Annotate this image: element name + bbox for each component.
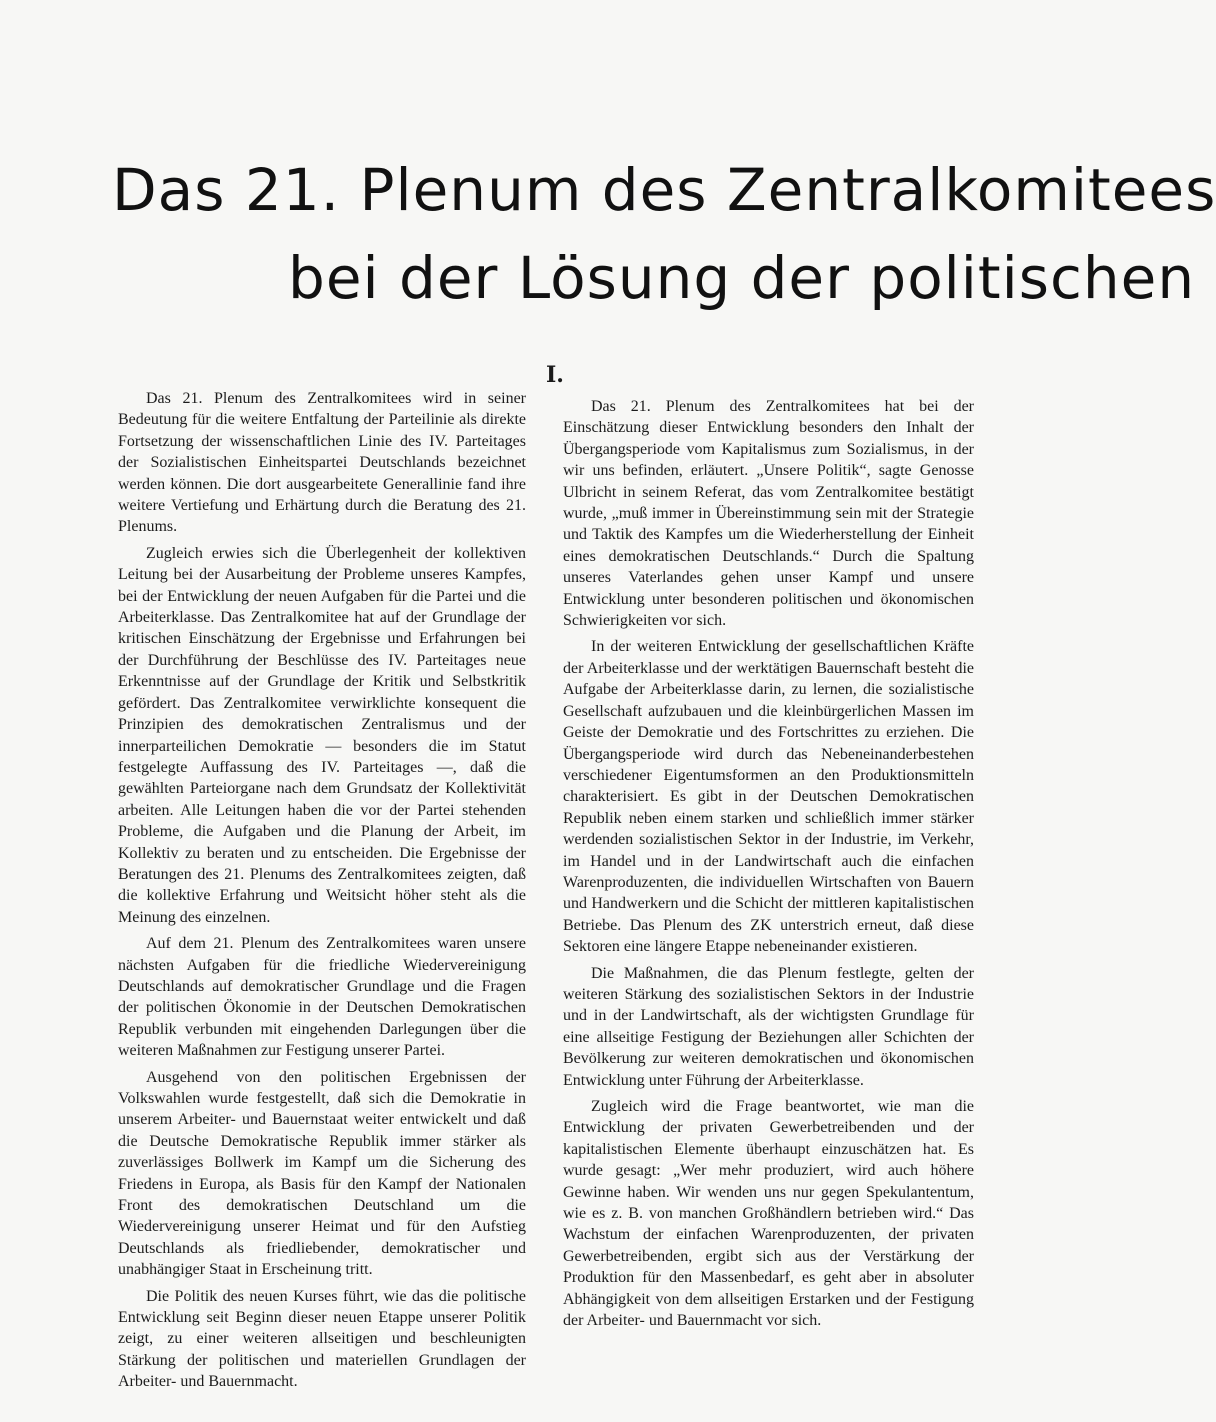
paragraph: Das 21. Plenum des Zentralkomitees hat bei der Einschätzung dieser Entwicklung besonders den Inhalt der Übergangsperiode vom Kapitalismus zum Sozialismus, in der wir uns befinden, erläutert. „Unsere Politik“, sagte Genosse Ulbricht in seinem Referat, das vom Zentralkomitee bestätigt wurde, „muß immer in Übereinstimmung sein mit der Strategie und Taktik des Kampfes um die Wiederherstellung der Einheit eines demokratischen Deutschlands.“ Durch die Spaltung unseres Vaterlandes gehen unser Kampf und unsere Entwicklung unter besonderen politischen und ökonomischen Schwierigkeiten vor sich.: [563, 398, 974, 630]
paragraph: Zugleich erwies sich die Überlegenheit der kollektiven Leitung bei der Ausarbeitung der Probleme unseres Kampfes, bei der Entwicklung der neuen Aufgaben für die Partei und die Arbeiterklasse. Das Zentralkomitee hat auf der Grundlage der kritischen Einschätzung der Ergebnisse und Erfahrungen bei der Durchführung der Beschlüsse des IV. Parteitages neue Erkenntnisse auf der Grundlage der Kritik und Selbstkritik gefördert. Das Zentralkomitee verwirklichte konsequent die Prinzipien des demokratischen Zentralismus und der innerparteilichen Demokratie — besonders die im Statut festgelegte Auffassung des IV. Parteitages —, daß die gewählten Parteiorgane nach dem Grundsatz der Kollektivität arbeiten. Alle Leitungen haben die vor der Partei stehenden Probleme, die Aufgaben und die Planung der Arbeit, im Kollektiv zu beraten und zu entscheiden. Die Ergebnisse der Beratungen des 21. Plenums des Zentralkomitees zeigten, daß die kollektive Erfahrung und Weitsicht höher steht als die Meinung des einzelnen.: [118, 544, 526, 926]
title-line-1: Das 21. Plenum des Zentralkomitees: [112, 156, 1216, 224]
paragraph: Die Maßnahmen, die das Plenum festlegte, gelten der weiteren Stärkung des sozialistischen Sektors in der Industrie und in der Landwirtschaft, als der wichtigsten Grundlage für eine allseitige Festigung der Beziehungen aller Schichten der Bevölkerung zur weiteren demokratischen und ökonomischen Entwicklung unter Führung der Arbeiterklasse.: [563, 964, 974, 1089]
title-line-2: bei der Lösung der politischen: [288, 244, 1196, 312]
paragraph: In der weiteren Entwicklung der gesellschaftlichen Kräfte der Arbeiterklasse und der werktätigen Bauernschaft besteht die Aufgabe der Arbeiterklasse darin, zu lernen, die sozialistische Gesellschaft aufzubauen und die kleinbürgerlichen Massen im Geiste der Demokratie und des Fortschrittes zu erziehen. Die Übergangsperiode wird durch das Nebeneinanderbestehen verschiedener Eigentumsformen an den Produktionsmitteln charakterisiert. Es gibt in der Deutschen Demokratischen Republik neben einem starken und schließlich immer stärker werdenden sozialistischen Sektor in der Industrie, im Verkehr, im Handel und in der Landwirtschaft auch die einfachen Warenproduzenten, die individuellen Wirtschaften von Bauern und Handwerkern und die Schicht der mittleren kapitalistischen Betriebe. Das Plenum des ZK unterstrich erneut, daß diese Sektoren eine längere Etappe nebeneinander existieren.: [563, 638, 974, 956]
section-number: I.: [546, 362, 564, 388]
paragraph: Das 21. Plenum des Zentralkomitees wird in seiner Bedeutung für die weitere Entfaltung der Parteilinie als direkte Fortsetzung der wissenschaftlichen Linie des IV. Parteitages der Sozialistischen Einheitspartei Deutschlands bezeichnet werden können. Die dort ausgearbeitete Generallinie fand ihre weitere Vertiefung und Erhärtung durch die Beratung des 21. Plenums.: [118, 390, 526, 536]
paragraph: Die Politik des neuen Kurses führt, wie das die politische Entwicklung seit Beginn dieser neuen Etappe unserer Politik zeigt, zu einer weiteren allseitigen und beschleunigten Stärkung der politischen und materiellen Grundlagen der Arbeiter- und Bauernmacht.: [118, 1287, 526, 1391]
paragraph: Ausgehend von den politischen Ergebnissen der Volkswahlen wurde festgestellt, daß sich die Demokratie in unserem Arbeiter- und Bauernstaat weiter entwickelt und daß die Deutsche Demokratische Republik immer stärker als zuverlässiges Bollwerk im Kampf um die Sicherung des Friedens in Europa, als Basis für den Kampf der Nationalen Front des demokratischen Deutschland um die Wiedervereinigung unserer Heimat und für den Aufstieg Deutschlands als friedliebender, demokratischer und unabhängiger Staat in Erscheinung tritt.: [118, 1068, 526, 1279]
paragraph: Auf dem 21. Plenum des Zentralkomitees waren unsere nächsten Aufgaben für die friedliche Wiedervereinigung Deutschlands auf demokratischer Grundlage und die Fragen der politischen Ökonomie in der Deutschen Demokratischen Republik verbunden mit eingehenden Darlegungen über die weiteren Maßnahmen zur Festigung unserer Partei.: [118, 935, 526, 1060]
left-column: [118, 388, 526, 1398]
paragraph: Zugleich wird die Frage beantwortet, wie man die Entwicklung der privaten Gewerbetreibenden und der kapitalistischen Elemente überhaupt einzuschätzen hat. Es wurde gesagt: „Wer mehr produziert, wird auch höhere Gewinne haben. Wir wenden uns nur gegen Spekulantentum, wie es z. B. von manchen Großhändlern betrieben wird.“ Das Wachstum der einfachen Warenproduzenten, der privaten Gewerbetreibenden, ergibt sich aus der Verstärkung der Produktion für den Massenbedarf, es geht aber in absoluter Abhängigkeit von dem allseitigen Erstarken und der Festigung der Arbeiter- und Bauernmacht vor sich.: [563, 1098, 974, 1330]
right-column: [563, 396, 974, 1336]
